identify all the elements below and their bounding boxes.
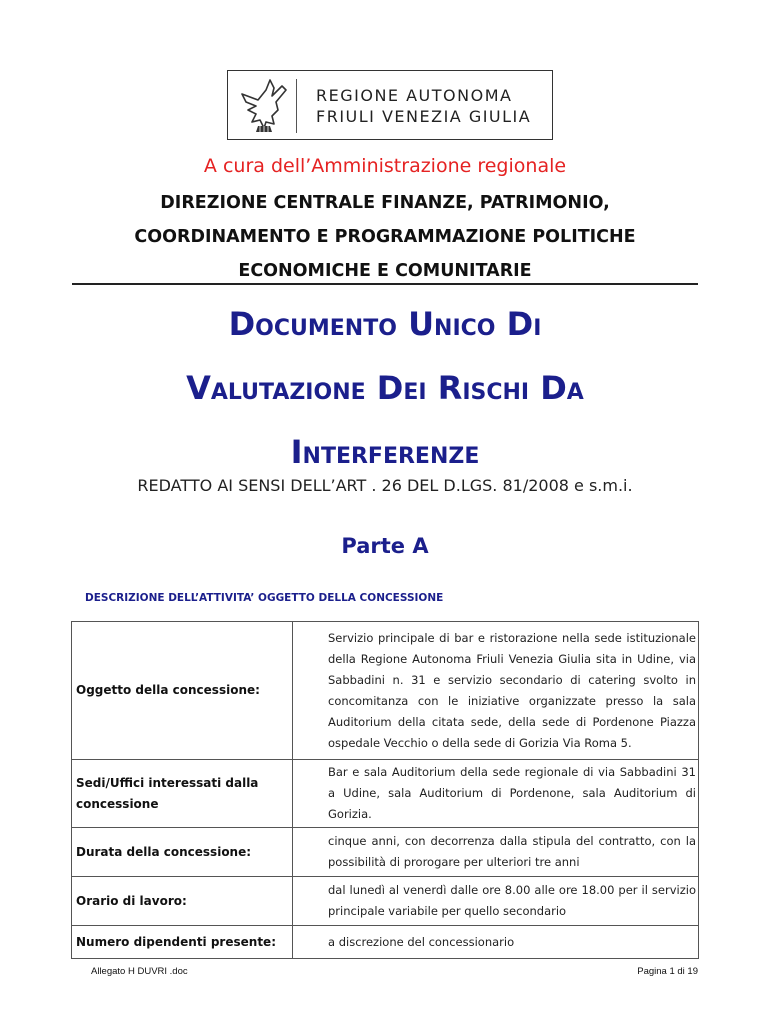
eagle-emblem-icon (236, 76, 292, 136)
row-value: cinque anni, con decorrenza dalla stipula del contratto, con la possibilità di prorogare per ulteriori tre anni (293, 828, 699, 877)
table-row (72, 622, 699, 760)
row-label: Sedi/Uffici interessati dalla concessione (72, 760, 293, 828)
direction-line-1: DIREZIONE CENTRALE FINANZE, PATRIMONIO, (160, 193, 610, 213)
row-label: Numero dipendenti presente: (72, 926, 293, 959)
row-label: Orario di lavoro: (72, 877, 293, 926)
title-line-2: Valutazione Dei Rischi Da (186, 369, 584, 407)
row-label: Oggetto della concessione: (72, 622, 293, 760)
title-line-3: Interferenze (290, 433, 480, 471)
title-line-1: Documento Unico Di (228, 305, 542, 343)
document-title (0, 292, 770, 484)
row-value: Servizio principale di bar e ristorazione nella sede istituzionale della Regione Autonoma Friuli Venezia Giulia sita in Udine, via Sabbadini n. 31 e servizio secondario di catering svolto in concomitanza con le iniziative organizzate presso la sala Auditorium della citata sede, della sede di Pordenone Piazza ospedale Vecchio o della sede di Gorizia Via Roma 5. (293, 622, 699, 760)
direction-heading (0, 186, 770, 288)
row-label: Durata della concessione: (72, 828, 293, 877)
footer-page-number: Pagina 1 di 19 (637, 966, 698, 977)
row-value: dal lunedì al venerdì dalle ore 8.00 alle ore 18.00 per il servizio principale variabile per quello secondario (293, 877, 699, 926)
table-row (72, 828, 699, 877)
row-value: Bar e sala Auditorium della sede regionale di via Sabbadini 31 a Udine, sala Auditorium di Pordenone, sala Auditorium di Gorizia. (293, 760, 699, 828)
header-divider (72, 283, 698, 285)
concession-details-table (71, 621, 699, 959)
section-heading: DESCRIZIONE DELL’ATTIVITA’ OGGETTO DELLA CONCESSIONE (85, 592, 444, 604)
table-row (72, 877, 699, 926)
curated-by-line: A cura dell’Amministrazione regionale (203, 155, 567, 177)
logo-divider (296, 79, 297, 133)
direction-line-2: COORDINAMENTO E PROGRAMMAZIONE POLITICHE (134, 227, 636, 247)
direction-line-3: ECONOMICHE E COMUNITARIE (238, 261, 532, 281)
logo-wordmark (316, 85, 531, 127)
table-row (72, 760, 699, 828)
table-row (72, 926, 699, 959)
region-logo (227, 70, 553, 140)
logo-line-2: FRIULI VENEZIA GIULIA (316, 107, 532, 126)
footer-filename: Allegato H DUVRI .doc (91, 966, 188, 977)
row-value: a discrezione del concessionario (293, 926, 699, 959)
part-heading: Parte A (341, 534, 429, 558)
document-subtitle: REDATTO AI SENSI DELL’ART . 26 DEL D.LGS. 81/2008 e s.m.i. (137, 476, 633, 495)
logo-line-1: REGIONE AUTONOMA (316, 86, 513, 105)
